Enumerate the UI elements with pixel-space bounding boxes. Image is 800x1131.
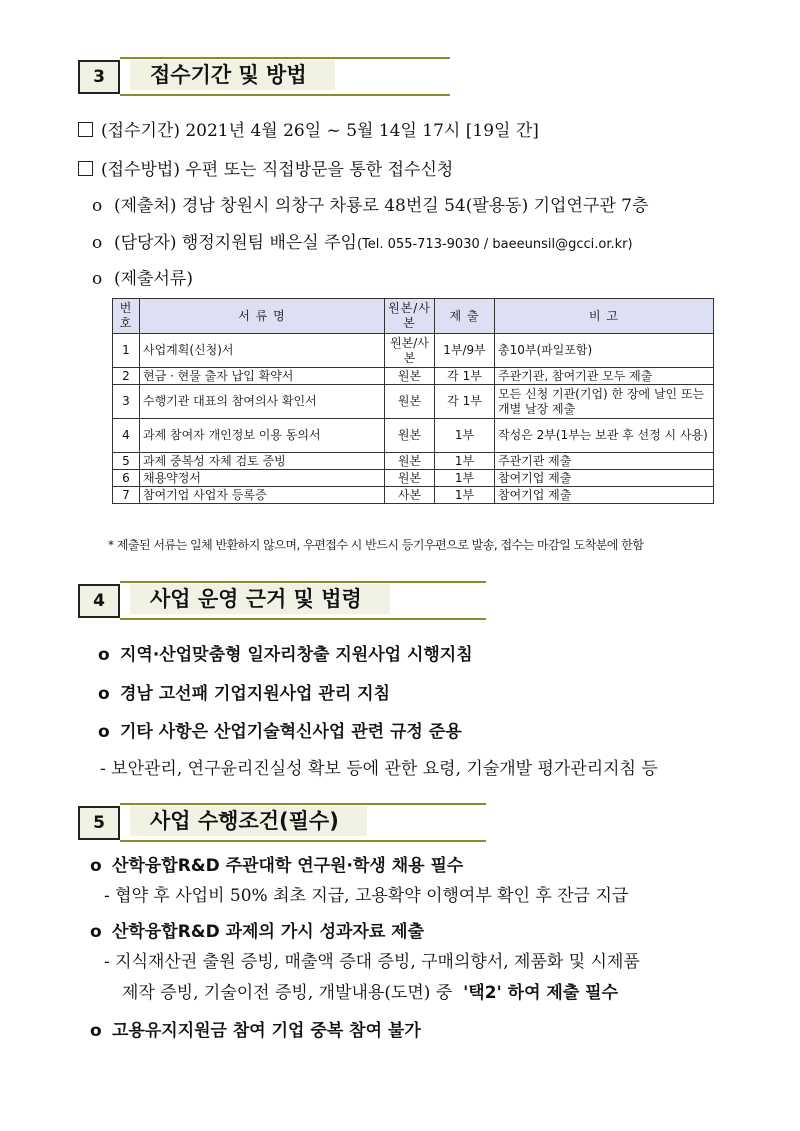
table-cell: 2	[113, 368, 140, 385]
table-cell: 3	[113, 385, 140, 419]
table-cell: 1부	[435, 487, 495, 504]
section-rule	[120, 803, 486, 805]
table-header: 비 고	[495, 299, 714, 334]
contact-detail: (Tel. 055-713-9030 / baeeunsil@gcci.or.kr)	[356, 237, 633, 252]
table-cell: 주관기관, 참여기관 모두 제출	[495, 368, 714, 385]
documents-label-line	[92, 264, 193, 289]
table-cell: 사업계획(신청)서	[140, 334, 385, 368]
table-cell: 주관기관 제출	[495, 453, 714, 470]
submit-place-line	[92, 191, 648, 216]
table-cell: 원본	[385, 419, 435, 453]
condition-item	[90, 851, 463, 876]
method-text: (접수방법) 우편 또는 직접방문을 통한 접수신청	[101, 160, 454, 180]
contact-text: (담당자) 행정지원팀 배은실 주임	[114, 233, 357, 253]
condition-item	[90, 1016, 421, 1041]
table-cell: 각 1부	[435, 368, 495, 385]
table-cell: 7	[113, 487, 140, 504]
table-cell: 과제 참여자 개인정보 이용 동의서	[140, 419, 385, 453]
table-cell: 4	[113, 419, 140, 453]
condition-item-text: 고용유지지원금 참여 기업 중복 참여 불가	[112, 1021, 421, 1041]
table-row	[113, 470, 714, 487]
condition-sub-item-cont	[122, 978, 618, 1003]
submit-place-text: (제출처) 경남 창원시 의창구 차룡로 48번길 54(팔용동) 기업연구관 7층	[114, 196, 649, 216]
table-cell: 원본	[385, 453, 435, 470]
table-cell: 1부	[435, 419, 495, 453]
table-cell: 참여기업 제출	[495, 487, 714, 504]
table-row	[113, 487, 714, 504]
table-cell: 1부	[435, 453, 495, 470]
circle-bullet-icon: o	[98, 722, 110, 742]
section-number: 4	[78, 584, 120, 618]
section-rule	[120, 618, 486, 620]
footnote: * 제출된 서류는 일체 반환하지 않으며, 우편접수 시 반드시 등기우편으로 발송, 접수는 마감일 도착분에 한함	[108, 538, 644, 552]
table-cell: 원본	[385, 368, 435, 385]
condition-sub-item: - 협약 후 사업비 50% 최초 지급, 고용확약 이행여부 확인 후 잔금 지급	[104, 886, 629, 906]
condition-item-text: 산학융합R&D 과제의 가시 성과자료 제출	[112, 922, 425, 942]
circle-bullet-icon: o	[98, 684, 110, 704]
section-rule	[120, 840, 486, 842]
table-cell: 5	[113, 453, 140, 470]
period-line	[78, 116, 539, 141]
table-row	[113, 419, 714, 453]
table-cell: 현금 · 현물 출자 납입 확약서	[140, 368, 385, 385]
table-cell: 모든 신청 기관(기업) 한 장에 날인 또는 개별 날장 제출	[495, 385, 714, 419]
circle-bullet-icon: o	[90, 1021, 102, 1041]
table-cell: 사본	[385, 487, 435, 504]
table-cell: 각 1부	[435, 385, 495, 419]
law-item	[98, 717, 462, 742]
circle-bullet-icon: o	[92, 196, 103, 216]
section-number: 3	[78, 60, 120, 94]
table-header: 원본/사본	[385, 299, 435, 334]
table-cell: 1	[113, 334, 140, 368]
checkbox-square-icon	[78, 161, 93, 176]
section-title: 접수기간 및 방법	[130, 60, 335, 90]
condition-sub-item: - 지식재산권 출원 증빙, 매출액 증대 증빙, 구매의향서, 제품화 및 시제품	[104, 952, 640, 972]
circle-bullet-icon: o	[98, 645, 110, 665]
law-item	[98, 679, 390, 704]
table-cell: 총10부(파일포함)	[495, 334, 714, 368]
table-cell: 참여기업 제출	[495, 470, 714, 487]
circle-bullet-icon: o	[92, 269, 103, 289]
table-cell: 6	[113, 470, 140, 487]
table-row	[113, 334, 714, 368]
period-text: (접수기간) 2021년 4월 26일 ~ 5월 14일 17시 [19일 간]	[101, 121, 539, 141]
circle-bullet-icon: o	[90, 856, 102, 876]
section-title: 사업 수행조건(필수)	[130, 806, 367, 836]
section-number: 5	[78, 806, 120, 840]
table-cell: 작성은 2부(1부는 보관 후 선정 시 사용)	[495, 419, 714, 453]
condition-item	[90, 917, 424, 942]
table-cell: 원본	[385, 470, 435, 487]
table-header: 서 류 명	[140, 299, 385, 334]
table-cell: 과제 중복성 자체 검토 증빙	[140, 453, 385, 470]
checkbox-square-icon	[78, 122, 93, 137]
condition-sub-text: 제작 증빙, 기술이전 증빙, 개발내용(도면) 중	[122, 983, 453, 1003]
table-cell: 1부	[435, 470, 495, 487]
section-rule	[120, 581, 486, 583]
law-item	[98, 640, 473, 665]
table-cell: 참여기업 사업자 등록증	[140, 487, 385, 504]
table-cell: 원본/사본	[385, 334, 435, 368]
table-header: 번호	[113, 299, 140, 334]
law-item-text: 경남 고선패 기업지원사업 관리 지침	[120, 684, 391, 704]
circle-bullet-icon: o	[92, 233, 103, 253]
condition-item-text: 산학융합R&D 주관대학 연구원·학생 채용 필수	[112, 856, 464, 876]
table-header: 제 출	[435, 299, 495, 334]
table-cell: 원본	[385, 385, 435, 419]
table-header-row	[113, 299, 714, 334]
law-item-text: 기타 사항은 산업기술혁신사업 관련 규정 준용	[120, 722, 462, 742]
table-cell: 수행기관 대표의 참여의사 확인서	[140, 385, 385, 419]
section-rule	[120, 94, 450, 96]
documents-table	[112, 298, 714, 504]
law-item-text: 지역·산업맞춤형 일자리창출 지원사업 시행지침	[120, 645, 473, 665]
circle-bullet-icon: o	[90, 922, 102, 942]
table-row	[113, 368, 714, 385]
documents-label: (제출서류)	[114, 269, 193, 289]
table-row	[113, 453, 714, 470]
table-cell: 1부/9부	[435, 334, 495, 368]
method-line	[78, 155, 453, 180]
section-rule	[120, 57, 450, 59]
law-sub-item: - 보안관리, 연구윤리진실성 확보 등에 관한 요령, 기술개발 평가관리지침 등	[100, 759, 658, 779]
section-title: 사업 운영 근거 및 법령	[130, 584, 390, 614]
table-cell: 채용약정서	[140, 470, 385, 487]
contact-line	[92, 228, 633, 253]
table-row	[113, 385, 714, 419]
condition-sub-emphasis: '택2' 하여 제출 필수	[463, 983, 619, 1003]
